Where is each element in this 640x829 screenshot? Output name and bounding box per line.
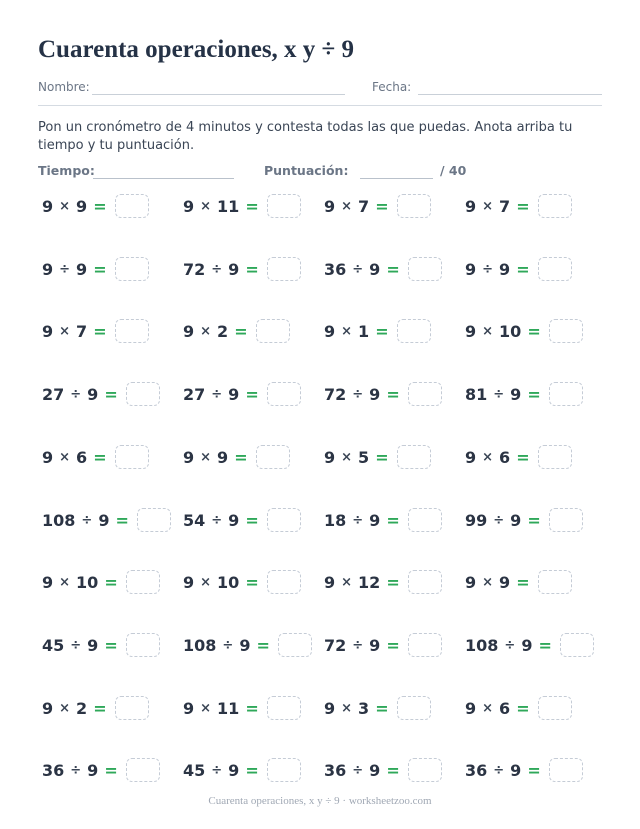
- equals-sign: =: [386, 760, 400, 780]
- equals-sign: =: [245, 259, 259, 279]
- operand-b: 10: [499, 321, 522, 341]
- answer-box[interactable]: [267, 570, 301, 594]
- problem-item: [42, 695, 149, 721]
- problem-item: [183, 757, 301, 783]
- equals-sign: =: [386, 635, 400, 655]
- problem-item: [465, 569, 572, 595]
- operand-a: 54: [183, 510, 206, 530]
- operand-a: 9: [324, 447, 336, 467]
- multiply-sign: ×: [482, 574, 494, 590]
- answer-box[interactable]: [408, 508, 442, 532]
- problem-item: [42, 569, 160, 595]
- problem-item: [183, 507, 301, 533]
- multiply-sign: ×: [200, 198, 212, 214]
- date-label: Fecha:: [372, 80, 412, 94]
- answer-box[interactable]: [126, 382, 160, 406]
- problem-item: [324, 695, 431, 721]
- divide-sign: ÷: [211, 512, 223, 528]
- operand-a: 9: [465, 259, 477, 279]
- multiply-sign: ×: [200, 574, 212, 590]
- equals-sign: =: [93, 196, 107, 216]
- problem-item: [465, 444, 572, 470]
- equals-sign: =: [527, 321, 541, 341]
- multiply-sign: ×: [341, 700, 353, 716]
- answer-box[interactable]: [408, 570, 442, 594]
- equals-sign: =: [93, 259, 107, 279]
- answer-box[interactable]: [115, 194, 149, 218]
- answer-box[interactable]: [560, 633, 594, 657]
- problem-item: [42, 507, 171, 533]
- operand-a: 72: [183, 259, 206, 279]
- operand-b: 9: [499, 572, 511, 592]
- equals-sign: =: [245, 572, 259, 592]
- divide-sign: ÷: [70, 637, 82, 653]
- equals-sign: =: [527, 384, 541, 404]
- multiply-sign: ×: [341, 574, 353, 590]
- equals-sign: =: [93, 698, 107, 718]
- operand-b: 9: [217, 447, 229, 467]
- equals-sign: =: [516, 259, 530, 279]
- divide-sign: ÷: [70, 386, 82, 402]
- operand-a: 9: [183, 321, 195, 341]
- score-label: Puntuación:: [264, 163, 349, 178]
- operand-b: 7: [499, 196, 511, 216]
- equals-sign: =: [516, 447, 530, 467]
- equals-sign: =: [234, 321, 248, 341]
- answer-box[interactable]: [115, 257, 149, 281]
- operand-a: 9: [183, 698, 195, 718]
- answer-box[interactable]: [267, 382, 301, 406]
- problem-item: [42, 193, 149, 219]
- operand-b: 10: [76, 572, 99, 592]
- divide-sign: ÷: [352, 386, 364, 402]
- operand-b: 11: [217, 196, 240, 216]
- problem-item: [42, 381, 160, 407]
- operand-b: 10: [217, 572, 240, 592]
- problem-item: [183, 569, 301, 595]
- operand-a: 99: [465, 510, 488, 530]
- operand-b: 9: [87, 384, 99, 404]
- answer-box[interactable]: [115, 319, 149, 343]
- answer-box[interactable]: [538, 570, 572, 594]
- equals-sign: =: [386, 384, 400, 404]
- operand-a: 9: [42, 447, 54, 467]
- answer-box[interactable]: [397, 194, 431, 218]
- answer-box[interactable]: [538, 696, 572, 720]
- multiply-sign: ×: [200, 449, 212, 465]
- operand-b: 3: [358, 698, 370, 718]
- operand-b: 12: [358, 572, 381, 592]
- answer-box[interactable]: [256, 445, 290, 469]
- operand-b: 9: [98, 510, 110, 530]
- problem-item: [465, 632, 594, 658]
- answer-box[interactable]: [408, 257, 442, 281]
- operand-b: 9: [369, 635, 381, 655]
- equals-sign: =: [104, 384, 118, 404]
- answer-box[interactable]: [278, 633, 312, 657]
- operand-b: 9: [521, 635, 533, 655]
- operand-b: 1: [358, 321, 370, 341]
- operand-a: 9: [324, 572, 336, 592]
- problem-item: [42, 444, 149, 470]
- operand-a: 9: [42, 196, 54, 216]
- operand-b: 6: [76, 447, 88, 467]
- equals-sign: =: [527, 760, 541, 780]
- equals-sign: =: [375, 196, 389, 216]
- operand-a: 18: [324, 510, 347, 530]
- problem-item: [324, 256, 442, 282]
- time-label: Tiempo:: [38, 163, 95, 178]
- answer-box[interactable]: [267, 696, 301, 720]
- divide-sign: ÷: [493, 386, 505, 402]
- problem-item: [324, 381, 442, 407]
- answer-box[interactable]: [408, 382, 442, 406]
- operand-a: 36: [42, 760, 65, 780]
- answer-box[interactable]: [538, 257, 572, 281]
- divide-sign: ÷: [222, 637, 234, 653]
- answer-box[interactable]: [549, 508, 583, 532]
- answer-box[interactable]: [126, 633, 160, 657]
- operand-a: 9: [183, 447, 195, 467]
- divide-sign: ÷: [81, 512, 93, 528]
- footer: Cuarenta operaciones, x y ÷ 9 · worksheetzoo.com: [208, 795, 432, 807]
- operand-a: 45: [183, 760, 206, 780]
- date-field[interactable]: [418, 94, 602, 95]
- divide-sign: ÷: [70, 762, 82, 778]
- multiply-sign: ×: [341, 449, 353, 465]
- operand-a: 9: [183, 572, 195, 592]
- answer-box[interactable]: [267, 758, 301, 782]
- problem-item: [465, 381, 583, 407]
- equals-sign: =: [115, 510, 129, 530]
- answer-box[interactable]: [397, 445, 431, 469]
- divide-sign: ÷: [493, 512, 505, 528]
- operand-b: 5: [358, 447, 370, 467]
- operand-b: 9: [228, 760, 240, 780]
- equals-sign: =: [104, 760, 118, 780]
- answer-box[interactable]: [397, 696, 431, 720]
- operand-a: 9: [324, 698, 336, 718]
- problem-item: [183, 695, 301, 721]
- operand-b: 9: [369, 384, 381, 404]
- answer-box[interactable]: [408, 758, 442, 782]
- problem-item: [324, 193, 431, 219]
- problem-item: [42, 318, 149, 344]
- problem-item: [183, 193, 301, 219]
- equals-sign: =: [386, 259, 400, 279]
- equals-sign: =: [234, 447, 248, 467]
- multiply-sign: ×: [200, 323, 212, 339]
- header-divider: [38, 105, 602, 106]
- operand-a: 9: [324, 321, 336, 341]
- operand-a: 9: [465, 321, 477, 341]
- score-field[interactable]: [360, 178, 433, 179]
- operand-a: 9: [42, 572, 54, 592]
- equals-sign: =: [104, 635, 118, 655]
- operand-a: 72: [324, 384, 347, 404]
- equals-sign: =: [93, 447, 107, 467]
- problem-item: [324, 632, 442, 658]
- operand-a: 9: [324, 196, 336, 216]
- operand-a: 9: [183, 196, 195, 216]
- problem-item: [324, 318, 431, 344]
- operand-b: 9: [510, 510, 522, 530]
- multiply-sign: ×: [59, 700, 71, 716]
- operand-b: 9: [369, 259, 381, 279]
- multiply-sign: ×: [341, 323, 353, 339]
- multiply-sign: ×: [59, 574, 71, 590]
- answer-box[interactable]: [549, 758, 583, 782]
- answer-box[interactable]: [126, 570, 160, 594]
- equals-sign: =: [538, 635, 552, 655]
- problem-item: [465, 256, 572, 282]
- answer-box[interactable]: [267, 194, 301, 218]
- equals-sign: =: [245, 760, 259, 780]
- operand-a: 9: [465, 196, 477, 216]
- answer-box[interactable]: [408, 633, 442, 657]
- operand-b: 9: [87, 635, 99, 655]
- operand-a: 9: [42, 698, 54, 718]
- operand-a: 108: [465, 635, 499, 655]
- operand-a: 9: [42, 321, 54, 341]
- equals-sign: =: [516, 572, 530, 592]
- answer-box[interactable]: [397, 319, 431, 343]
- answer-box[interactable]: [256, 319, 290, 343]
- problem-item: [324, 757, 442, 783]
- problem-item: [465, 757, 583, 783]
- answer-box[interactable]: [115, 696, 149, 720]
- operand-b: 7: [76, 321, 88, 341]
- equals-sign: =: [245, 384, 259, 404]
- answer-box[interactable]: [267, 508, 301, 532]
- multiply-sign: ×: [341, 198, 353, 214]
- answer-box[interactable]: [267, 257, 301, 281]
- divide-sign: ÷: [504, 637, 516, 653]
- equals-sign: =: [527, 510, 541, 530]
- problem-item: [324, 569, 442, 595]
- problem-item: [324, 444, 431, 470]
- operand-b: 7: [358, 196, 370, 216]
- name-label: Nombre:: [38, 80, 90, 94]
- equals-sign: =: [386, 510, 400, 530]
- equals-sign: =: [375, 698, 389, 718]
- operand-b: 9: [369, 510, 381, 530]
- operand-a: 45: [42, 635, 65, 655]
- operand-a: 108: [183, 635, 217, 655]
- multiply-sign: ×: [200, 700, 212, 716]
- problem-item: [42, 632, 160, 658]
- problem-item: [42, 256, 149, 282]
- operand-a: 72: [324, 635, 347, 655]
- equals-sign: =: [245, 510, 259, 530]
- operand-a: 81: [465, 384, 488, 404]
- problem-item: [183, 381, 301, 407]
- divide-sign: ÷: [493, 762, 505, 778]
- operand-b: 9: [228, 259, 240, 279]
- answer-box[interactable]: [126, 758, 160, 782]
- instructions: Pon un cronómetro de 4 minutos y contesta todas las que puedas. Anota arriba tu tiempo y tu puntuación.: [38, 120, 573, 153]
- problem-item: [183, 632, 312, 658]
- multiply-sign: ×: [59, 323, 71, 339]
- operand-b: 9: [510, 384, 522, 404]
- time-field[interactable]: [93, 178, 234, 179]
- operand-b: 2: [217, 321, 229, 341]
- problem-item: [465, 193, 572, 219]
- equals-sign: =: [375, 321, 389, 341]
- equals-sign: =: [245, 196, 259, 216]
- operand-b: 9: [76, 259, 88, 279]
- problem-item: [183, 444, 290, 470]
- multiply-sign: ×: [59, 449, 71, 465]
- answer-box[interactable]: [538, 445, 572, 469]
- problem-item: [42, 757, 160, 783]
- operand-a: 36: [324, 259, 347, 279]
- problem-item: [183, 256, 301, 282]
- answer-box[interactable]: [549, 319, 583, 343]
- equals-sign: =: [104, 572, 118, 592]
- operand-b: 9: [87, 760, 99, 780]
- divide-sign: ÷: [352, 637, 364, 653]
- equals-sign: =: [386, 572, 400, 592]
- operand-a: 36: [324, 760, 347, 780]
- operand-b: 9: [369, 760, 381, 780]
- multiply-sign: ×: [482, 198, 494, 214]
- divide-sign: ÷: [59, 261, 71, 277]
- problem-item: [465, 695, 572, 721]
- divide-sign: ÷: [352, 762, 364, 778]
- operand-b: 9: [228, 510, 240, 530]
- divide-sign: ÷: [211, 261, 223, 277]
- problem-item: [465, 318, 583, 344]
- multiply-sign: ×: [482, 449, 494, 465]
- operand-b: 9: [228, 384, 240, 404]
- answer-box[interactable]: [137, 508, 171, 532]
- divide-sign: ÷: [352, 512, 364, 528]
- divide-sign: ÷: [211, 386, 223, 402]
- problem-item: [183, 318, 290, 344]
- operand-b: 11: [217, 698, 240, 718]
- problem-item: [465, 507, 583, 533]
- operand-b: 9: [76, 196, 88, 216]
- answer-box[interactable]: [549, 382, 583, 406]
- operand-b: 9: [239, 635, 251, 655]
- operand-a: 108: [42, 510, 76, 530]
- operand-a: 9: [42, 259, 54, 279]
- operand-a: 36: [465, 760, 488, 780]
- operand-b: 6: [499, 447, 511, 467]
- equals-sign: =: [375, 447, 389, 467]
- answer-box[interactable]: [115, 445, 149, 469]
- equals-sign: =: [516, 196, 530, 216]
- operand-b: 9: [510, 760, 522, 780]
- page-title: Cuarenta operaciones, x y ÷ 9: [38, 36, 355, 63]
- operand-b: 2: [76, 698, 88, 718]
- divide-sign: ÷: [482, 261, 494, 277]
- operand-a: 9: [465, 698, 477, 718]
- equals-sign: =: [516, 698, 530, 718]
- equals-sign: =: [93, 321, 107, 341]
- operand-b: 9: [499, 259, 511, 279]
- divide-sign: ÷: [352, 261, 364, 277]
- multiply-sign: ×: [59, 198, 71, 214]
- name-field[interactable]: [92, 94, 345, 95]
- score-total: / 40: [440, 163, 467, 178]
- equals-sign: =: [245, 698, 259, 718]
- operand-a: 27: [183, 384, 206, 404]
- operand-b: 6: [499, 698, 511, 718]
- answer-box[interactable]: [538, 194, 572, 218]
- multiply-sign: ×: [482, 323, 494, 339]
- divide-sign: ÷: [211, 762, 223, 778]
- operand-a: 9: [465, 447, 477, 467]
- problem-item: [324, 507, 442, 533]
- equals-sign: =: [256, 635, 270, 655]
- multiply-sign: ×: [482, 700, 494, 716]
- operand-a: 27: [42, 384, 65, 404]
- operand-a: 9: [465, 572, 477, 592]
